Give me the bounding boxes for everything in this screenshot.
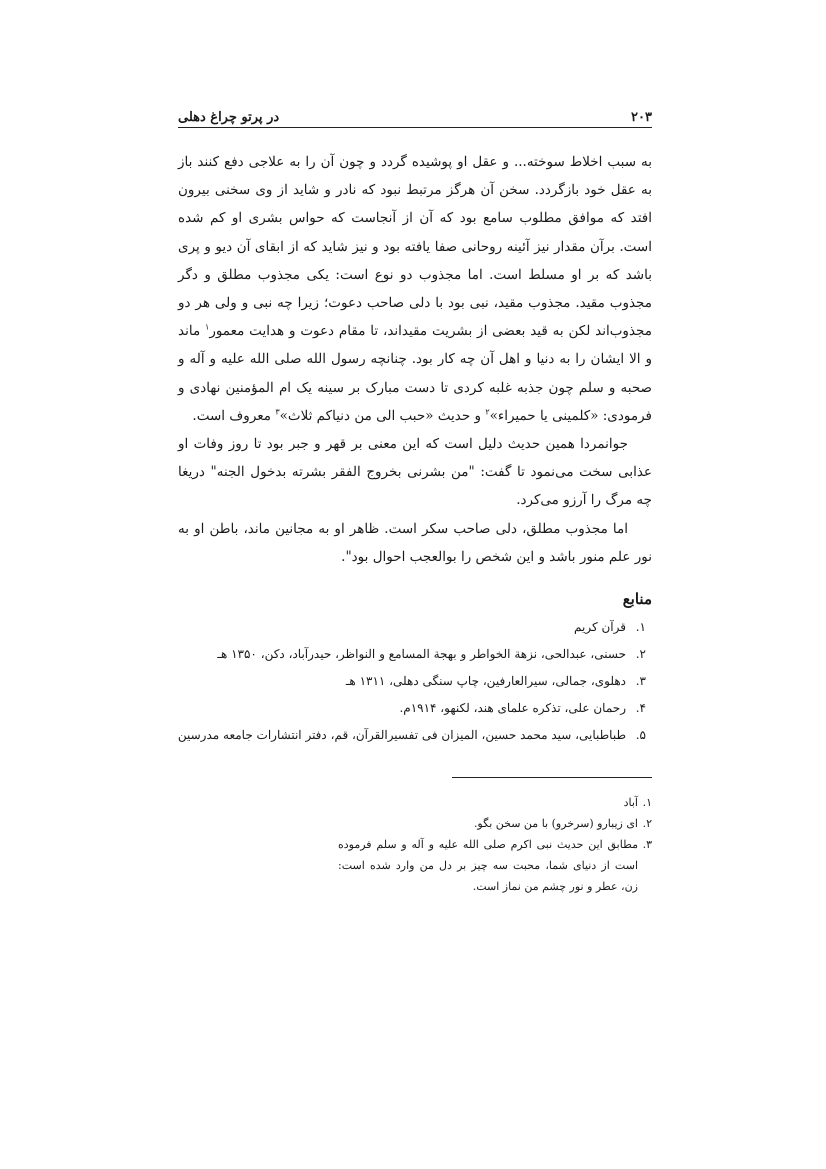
- paragraph-2: جوانمردا همین حدیث دلیل است که این معنی بر قهر و جبر بود تا روز وفات او عذابی سخت می‌نمود تا گفت: "من بشرنی بخروج الفقر بشرته بدخول الجنه" دریغا چه مرگ را آرزو می‌کرد.: [178, 436, 652, 509]
- footnote-text: ای زیبارو (سرخرو) با من سخن بگو.: [473, 817, 638, 830]
- paragraph-1-part-d: معروف است.: [192, 407, 276, 424]
- page-number: ۲۰۳: [631, 110, 652, 125]
- header-rule: [178, 127, 652, 128]
- footnote-number: ۳.: [642, 838, 652, 851]
- paragraph-1-part-b: ماند و الا ایشان را به دنیا و اهل آن چه کار بود. چنانچه رسول الله صلی الله علیه و آله و صحبه و سلم چون جذبه غلبه کردی تا دست مبارک بر سینه یک ام المؤمنین نهادی و فرمودی: «کلمینی یا حمیراء»: [178, 323, 652, 424]
- source-item: [178, 614, 652, 641]
- sources-heading: منابع: [622, 590, 652, 608]
- footnote-item: [178, 834, 652, 897]
- footnote-rule: [452, 777, 652, 778]
- footnote-ref-2: ۲: [485, 407, 490, 417]
- source-text: حسنی، عبدالحی، نزهة الخواطر و بهجة المسامع و النواظر، حیدرآباد، دکن، ۱۳۵۰ هـ: [217, 647, 626, 661]
- source-number: ۴.: [635, 701, 646, 715]
- source-number: ۱.: [635, 620, 646, 634]
- footnote-item: [178, 813, 652, 834]
- source-number: ۵.: [635, 728, 646, 742]
- running-title: در پرتو چراغ دهلی: [178, 110, 280, 125]
- source-text: رحمان علی، تذکره علمای هند، لکنهو، ۱۹۱۴م.: [399, 701, 626, 715]
- source-text: دهلوی، جمالی، سیرالعارفین، چاپ سنگی دهلی، ۱۳۱۱ هـ: [345, 674, 626, 688]
- footnote-item: [178, 792, 652, 813]
- source-number: ۳.: [635, 674, 646, 688]
- paragraph-1: [178, 148, 652, 430]
- paragraph-3: اما مجذوب مطلق، دلی صاحب سکر است. ظاهر او به مجانین ماند، باطن او به نور علم منور باشد و این شخص را بوالعجب احوال بود".: [178, 520, 652, 565]
- sources-list: [178, 614, 652, 749]
- footnotes-list: [178, 792, 652, 897]
- footnote-text: مطابق این حدیث نبی اکرم صلی الله علیه و آله و سلم فرموده است از دنیای شما، محبت سه چیز بر دل من وارد شده است: زن، عطر و نور چشم من نماز است.: [338, 838, 638, 893]
- source-text: طباطبایی، سید محمد حسین، المیزان فی تفسیرالقرآن، قم، دفتر انتشارات جامعه مدرسین: [178, 728, 626, 742]
- footnote-ref-1: ۱: [205, 322, 210, 332]
- source-text: قرآن کریم: [574, 620, 626, 634]
- footnote-number: ۱.: [642, 796, 652, 809]
- source-number: ۲.: [635, 647, 646, 661]
- paragraph-1-part-c: و حدیث «حبب الی من دنیاکم ثلاث»: [279, 407, 486, 424]
- body-text: [178, 148, 652, 571]
- page-header: [178, 101, 652, 125]
- footnote-number: ۲.: [642, 817, 652, 830]
- source-item: [178, 695, 652, 722]
- footnote-text: آباد: [623, 796, 638, 809]
- paragraph-1-part-a: به سبب اخلاط سوخته... و عقل او پوشیده گردد و چون آن را به علاجی دفع کنند باز به عقل خود بازگردد. سخن آن هرگز مرتبط نبود که نادر و شاید از وی سخنی بیرون افتد که موافق مطلوب سامع بود که آن از آنجاست که حواس بشری او کم شده است. برآن مقدار نیز آئینه روحانی صفا یافته بود و نیز شاید که از ابقای آن دیو و پری باشد که بر او مسلط است. اما مجذوب دو نوع است: یکی مجذوب مطلق و دگر مجذوب مقید. مجذوب مقید، نبی بود با دلی صاحب دعوت؛ زیرا چه نبی و ولی هر دو مجذوب‌اند لکن به قید بعضی از بشریت مقیداند، تا مقام دعوت و هدایت معمور: [178, 154, 652, 340]
- source-item: [178, 668, 652, 695]
- source-item: [178, 641, 652, 668]
- footnote-ref-3: ۳: [275, 407, 280, 417]
- source-item: [178, 722, 652, 749]
